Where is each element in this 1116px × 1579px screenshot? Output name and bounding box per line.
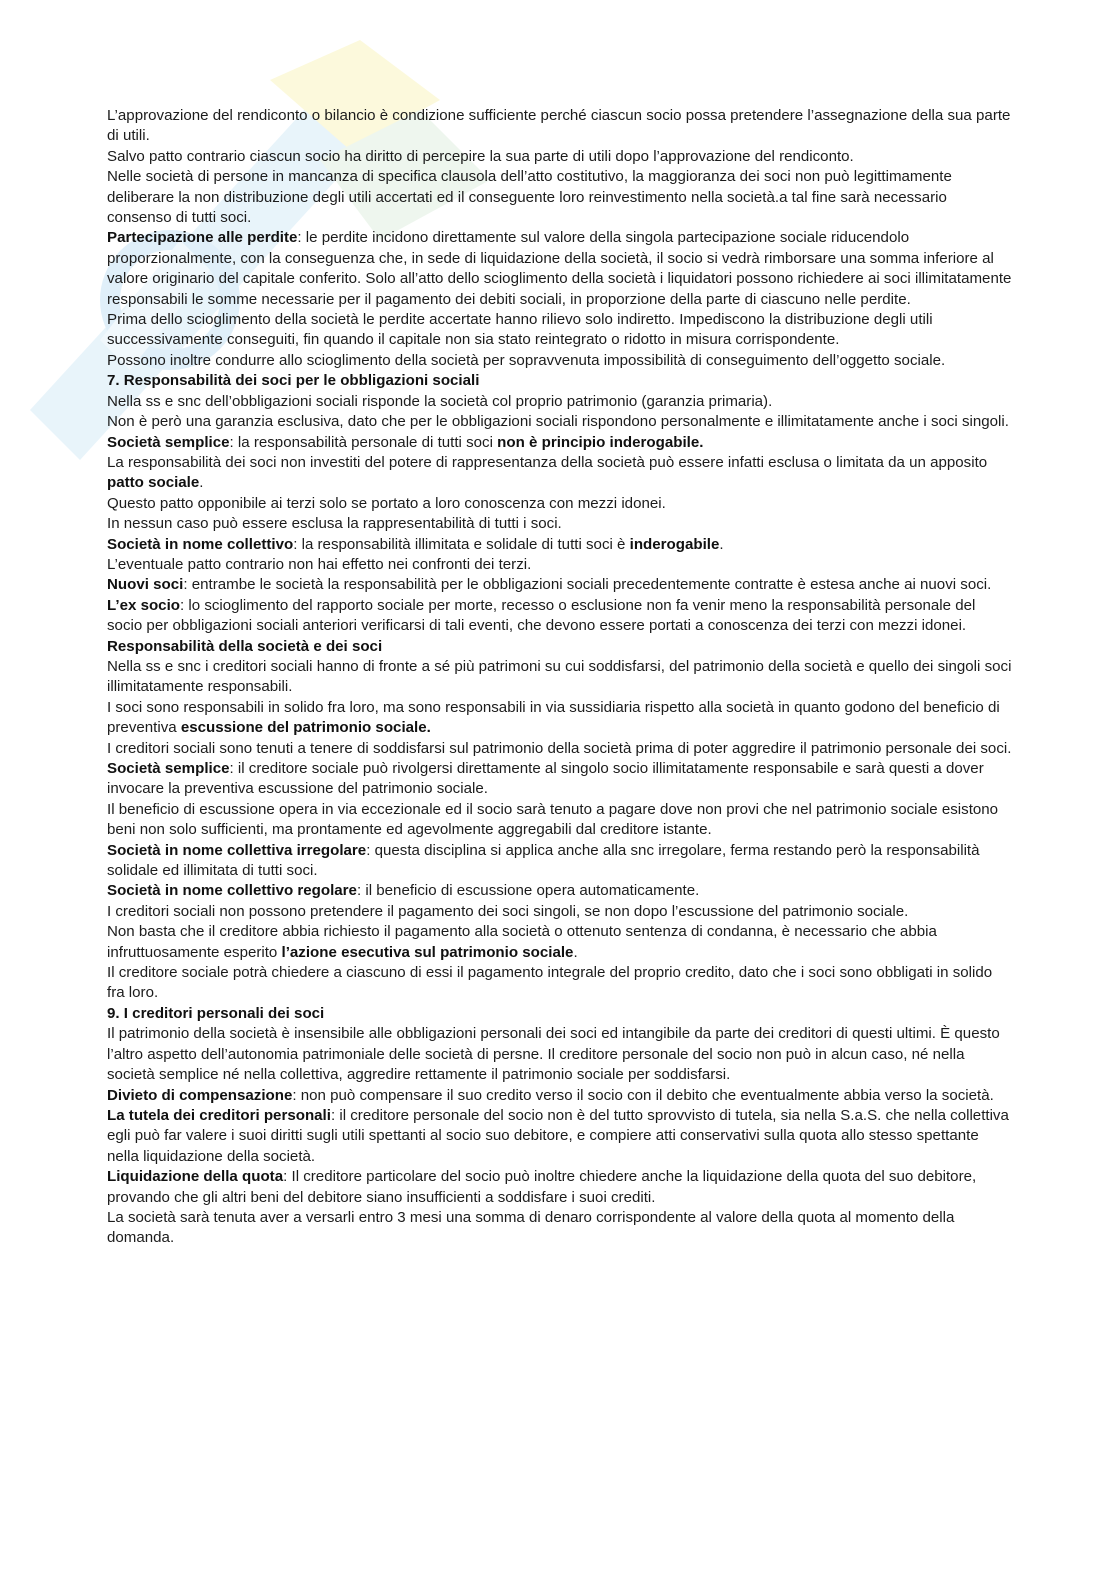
paragraph: Prima dello scioglimento della società le perdite accertate hanno rilievo solo indiretto. Impediscono la distribuzione degli utili successivamente conseguiti, fin quando il capitale non sia stato reintegrato o ridotto in misura corrispondente. <box>107 311 933 349</box>
paragraph-text: . <box>199 474 204 492</box>
term-heading: Partecipazione alle perdite <box>107 229 298 247</box>
paragraph <box>107 698 1012 739</box>
paragraph: Nelle società di persone in mancanza di specifica clausola dell’atto costitutivo, la maggioranza dei soci non può legittimamente deliberare la non distribuzione degli utili accertati ed il conseguente loro reinvestimento nella società.a tal fine sarà necessario consenso di tutti soci. <box>107 168 952 227</box>
paragraph: Il beneficio di escussione opera in via eccezionale ed il socio sarà tenuto a pagare dove non provi che nel patrimonio sociale esistono beni non solo sufficienti, ma prontamente ed agevolmente aggregabili dal creditore istante. <box>107 800 999 839</box>
term-heading: Liquidazione della quota <box>107 1168 284 1186</box>
paragraph-text: La responsabilità dei soci non investiti del potere di rappresentanza della società può essere infatti esclusa o limitata da un apposito <box>107 453 988 471</box>
term-heading: Società semplice <box>107 433 230 451</box>
paragraph: In nessun caso può essere esclusa la rappresentabilità di tutti i soci. <box>107 515 562 533</box>
emphasis: inderogabile <box>629 535 720 553</box>
paragraph-text: : la responsabilità personale di tutti soci <box>229 433 498 451</box>
section-heading <box>107 637 1012 657</box>
paragraph-text: : il beneficio di escussione opera automaticamente. <box>356 882 700 900</box>
paragraph <box>107 453 1012 494</box>
paragraph-text: : le perdite incidono direttamente sul valore della singola partecipazione sociale riducendolo proporzionalmente, con la conseguenza che, in sede di liquidazione della società, il socio si vedrà rimborsare una somma inferiore al valore originario del capitale conferito. Solo all’atto dello scioglimento della società i liquidatori possono richiedere ai soci illimitatamente responsabili le somme necessarie per il pagamento dei debiti sociali, in proporzione della parte di ciascuno nelle perdite. <box>107 229 1012 308</box>
section-heading-8: Responsabilità della società e dei soci <box>107 637 383 655</box>
paragraph-text: Non basta che il creditore abbia richiesto il pagamento alla società o ottenuto sentenza di condanna, è necessario che abbia infruttuosamente esperito <box>107 923 937 961</box>
term-heading: La tutela dei creditori personali <box>107 1106 331 1124</box>
emphasis: l’azione esecutiva sul patrimonio sociale <box>281 943 574 961</box>
paragraph-text: . <box>719 535 724 553</box>
paragraph: Possono inoltre condurre allo scioglimento della società per sopravvenuta impossibilità di conseguimento dell’oggetto sociale. <box>107 351 946 369</box>
document-page <box>107 106 1012 1249</box>
paragraph <box>107 575 1012 595</box>
term-heading: L’ex socio <box>107 596 180 614</box>
emphasis: non è principio inderogabile. <box>497 433 704 451</box>
paragraph <box>107 1106 1012 1167</box>
paragraph <box>107 841 1012 882</box>
paragraph: Questo patto opponibile ai terzi solo se portato a loro conoscenza con mezzi idonei. <box>107 494 666 512</box>
term-heading: Divieto di compensazione <box>107 1086 293 1104</box>
section-heading-9: 9. I creditori personali dei soci <box>107 1004 325 1022</box>
paragraph <box>107 881 1012 901</box>
paragraph: I creditori sociali sono tenuti a tenere di soddisfarsi sul patrimonio della società prima di poter aggredire il patrimonio personale dei soci. <box>107 739 1012 757</box>
paragraph: Il creditore sociale potrà chiedere a ciascuno di essi il pagamento integrale del proprio credito, dato che i soci sono obbligati in solido fra loro. <box>107 964 993 1002</box>
emphasis: patto sociale <box>107 474 200 492</box>
paragraph: Nella ss e snc i creditori sociali hanno di fronte a sé più patrimoni su cui soddisfarsi, del patrimonio della società e quello dei singoli soci illimitatamente responsabili. <box>107 657 1012 696</box>
paragraph: Non è però una garanzia esclusiva, dato che per le obbligazioni sociali rispondono personalmente e illimitatamente anche i soci singoli. <box>107 413 1009 431</box>
paragraph-text: : entrambe le società la responsabilità per le obbligazioni sociali precedentemente contratte è estesa anche ai nuovi soci. <box>183 576 992 594</box>
paragraph: Nella ss e snc dell’obbligazioni sociali risponde la società col proprio patrimonio (garanzia primaria). <box>107 392 773 410</box>
paragraph-text: : lo scioglimento del rapporto sociale per morte, recesso o esclusione non fa venir meno la responsabilità personale del socio per obbligazioni sociali anteriori verificarsi di tali eventi, che devono essere portati a conoscenza dei terzi con mezzi idonei. <box>107 596 976 635</box>
section-heading-7: 7. Responsabilità dei soci per le obbligazioni sociali <box>107 372 480 390</box>
term-heading: Nuovi soci <box>107 576 184 594</box>
paragraph <box>107 1086 1012 1106</box>
paragraph-text: : il creditore personale del socio non è del tutto sprovvisto di tutela, sia nella S.a.S. che nella collettiva egli può far valere i suoi diritti sugli utili spettanti al socio suo debitore, e compiere atti conservativi sulla quota allo stesso spettante nella liquidazione della società. <box>107 1106 1009 1165</box>
paragraph-text: : il creditore sociale può rivolgersi direttamente al singolo socio illimitatamente responsabile e sarà questi a dover invocare la preventiva escussione del patrimonio sociale. <box>107 760 984 798</box>
paragraph <box>107 759 1012 800</box>
emphasis: escussione del patrimonio sociale. <box>180 719 431 737</box>
paragraph <box>107 1167 1012 1208</box>
paragraph: I creditori sociali non possono pretendere il pagamento dei soci singoli, se non dopo l’escussione del patrimonio sociale. <box>107 902 909 920</box>
paragraph: La società sarà tenuta aver a versarli entro 3 mesi una somma di denaro corrispondente al valore della quota al momento della domanda. <box>107 1208 955 1247</box>
paragraph <box>107 433 1012 453</box>
term-heading: Società semplice <box>107 760 230 777</box>
paragraph: L’eventuale patto contrario non hai effetto nei confronti dei terzi. <box>107 555 532 573</box>
paragraph <box>107 535 1012 555</box>
paragraph <box>107 922 1012 963</box>
term-heading: Società in nome collettiva irregolare <box>107 841 367 859</box>
section-heading <box>107 1004 1012 1024</box>
paragraph: L’approvazione del rendiconto o bilancio è condizione sufficiente perché ciascun socio possa pretendere l’assegnazione della sua parte di utili. <box>107 107 1011 145</box>
paragraph <box>107 596 1012 637</box>
term-heading: Società in nome collettivo <box>107 535 294 553</box>
paragraph <box>107 228 1012 310</box>
paragraph-text: : la responsabilità illimitata e solidale di tutti soci è <box>293 535 630 553</box>
paragraph-text: . <box>573 943 578 961</box>
section-heading <box>107 371 1012 391</box>
paragraph-text: : Il creditore particolare del socio può inoltre chiedere anche la liquidazione della quota del suo debitore, provando che gli altri beni del debitore siano insufficienti a soddisfare i suoi crediti. <box>107 1168 977 1206</box>
paragraph-text: : questa disciplina si applica anche alla snc irregolare, ferma restando però la responsabilità solidale ed illimitata di tutti soci. <box>107 841 980 880</box>
paragraph: Il patrimonio della società è insensibile alle obbligazioni personali dei soci ed intangibile da parte dei creditori di questi ultimi. È questo l’altro aspetto dell’autonomia patrimoniale delle società di persne. Il creditore personale del socio non può in alcun caso, né nella società semplice né nella collettiva, aggredire rettamente il patrimonio sociale per soddisfarsi. <box>107 1025 1000 1084</box>
paragraph-text: : non può compensare il suo credito verso il socio con il debito che eventualmente abbia verso la società. <box>292 1086 994 1104</box>
paragraph-text: I soci sono responsabili in solido fra loro, ma sono responsabili in via sussidiaria rispetto alla società in quanto godono del beneficio di preventiva <box>107 698 1000 737</box>
paragraph: Salvo patto contrario ciascun socio ha diritto di percepire la sua parte di utili dopo l’approvazione del rendiconto. <box>107 147 854 165</box>
term-heading: Società in nome collettivo regolare <box>107 882 357 900</box>
